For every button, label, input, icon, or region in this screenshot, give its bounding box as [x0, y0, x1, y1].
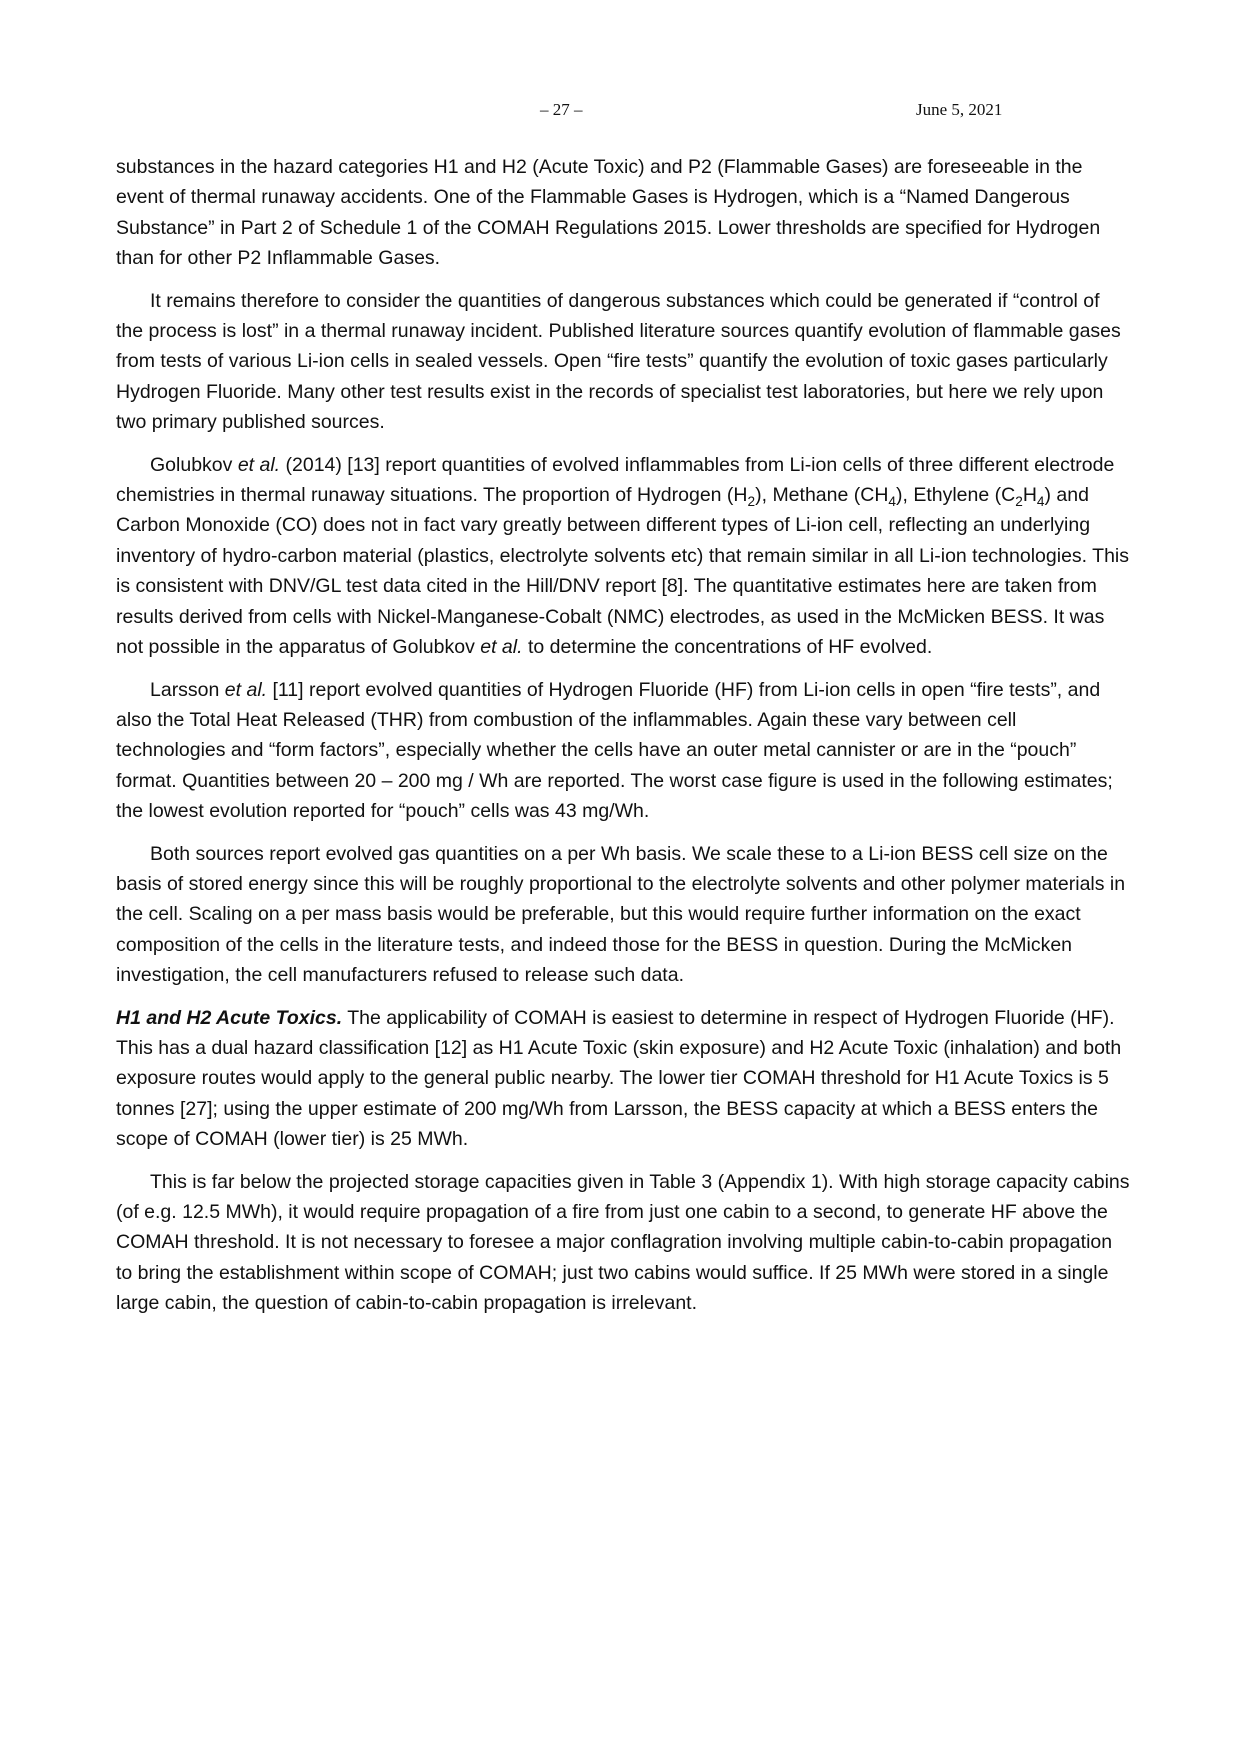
page-header: [0, 100, 1240, 130]
paragraph-text: (2014) [13] report quantities of evolved inflammables from Li-ion cells of three different electrode chemistries in thermal runaway situations. The proportion of Hydrogen (H: [116, 453, 1115, 507]
paragraph-text: Golubkov: [150, 453, 238, 476]
italic-text: et al.: [237, 453, 281, 476]
subscript-text: 4: [1036, 493, 1045, 509]
paragraph: [116, 152, 1130, 274]
paragraph-text: [11] report evolved quantities of Hydrogen Fluoride (HF) from Li-ion cells in open “fire tests”, and also the Total Heat Released (THR) from combustion of the inflammables. Again these vary between cell technologies and “form factors”, especially whether the cells have an outer metal cannister or are in the “pouch” format. Quantities between 20 – 200 mg / Wh are reported. The worst case figure is used in the following estimates; the lowest evolution reported for “pouch” cells was 43 mg/Wh.: [116, 678, 1113, 823]
header-date: June 5, 2021: [916, 100, 1003, 119]
section-heading: H1 and H2 Acute Toxics.: [116, 1006, 343, 1029]
paragraph: [116, 1167, 1130, 1319]
paragraph-text: substances in the hazard categories H1 and H2 (Acute Toxic) and P2 (Flammable Gases) are foreseeable in the event of thermal runaway accidents. One of the Flammable Gases is Hydrogen, which is a “Named Dangerous Substance” in Part 2 of Schedule 1 of the COMAH Regulations 2015. Lower thresholds are specified for Hydrogen than for other P2 Inflammable Gases.: [116, 156, 1101, 270]
paragraph-text: ) and Carbon Monoxide (CO) does not in fact vary greatly between different types of Li-ion cell, reflecting an underlying inventory of hydro-carbon material (plastics, electrolyte solvents etc) that remain similar in all Li-ion technologies. This is consistent with DNV/GL test data cited in the Hill/DNV report [8]. The quantitative estimates here are taken from results derived from cells with Nickel-Manganese-Cobalt (NMC) electrodes, as used in the McMicken BESS. It was not possible in the apparatus of Golubkov: [116, 484, 1129, 659]
paragraph-text: This is far below the projected storage capacities given in Table 3 (Appendix 1). With high storage capacity cabins (of e.g. 12.5 MWh), it would require propagation of a fire from just one cabin to a second, to generate HF above the COMAH threshold. It is not necessary to foresee a major conflagration involving multiple cabin-to-cabin propagation to bring the establishment within scope of COMAH; just two cabins would suffice. If 25 MWh were stored in a single large cabin, the question of cabin-to-cabin propagation is irrelevant.: [116, 1170, 1130, 1315]
paragraph: [116, 839, 1130, 991]
paragraph: [116, 675, 1130, 827]
paragraph: [116, 450, 1130, 663]
italic-text: et al.: [224, 678, 268, 701]
subscript-text: 2: [1015, 493, 1023, 509]
subscript-text: 2: [747, 493, 756, 509]
paragraph-text: ), Methane (CH: [755, 484, 889, 507]
paragraph: [116, 1003, 1130, 1155]
italic-text: et al.: [480, 636, 523, 659]
paragraph: [116, 286, 1130, 438]
paragraph-text: H: [1022, 484, 1037, 507]
subscript-text: 4: [888, 493, 896, 509]
paragraph-text: Larsson: [150, 678, 225, 701]
paragraph-text: to determine the concentrations of HF evolved.: [522, 636, 933, 659]
page-number: – 27 –: [540, 100, 583, 119]
document-body: [116, 152, 1130, 1331]
paragraph-text: Both sources report evolved gas quantities on a per Wh basis. We scale these to a Li-ion BESS cell size on the basis of stored energy since this will be roughly proportional to the electrolyte solvents and other polymer materials in the cell. Scaling on a per mass basis would be preferable, but this would require further information on the exact composition of the cells in the literature tests, and indeed those for the BESS in question. During the McMicken investigation, the cell manufacturers refused to release such data.: [116, 842, 1126, 987]
paragraph-text: ), Ethylene (C: [896, 484, 1016, 507]
paragraph-text: It remains therefore to consider the quantities of dangerous substances which could be generated if “control of the process is lost” in a thermal runaway incident. Published literature sources quantify evolution of flammable gases from tests of various Li-ion cells in sealed vessels. Open “fire tests” quantify the evolution of toxic gases particularly Hydrogen Fluoride. Many other test results exist in the records of specialist test laboratories, but here we rely upon two primary published sources.: [116, 289, 1121, 434]
paragraph-text: The applicability of COMAH is easiest to determine in respect of Hydrogen Fluoride (HF). This has a dual hazard classification [12] as H1 Acute Toxic (skin exposure) and H2 Acute Toxic (inhalation) and both exposure routes would apply to the general public nearby. The lower tier COMAH threshold for H1 Acute Toxics is 5 tonnes [27]; using the upper estimate of 200 mg/Wh from Larsson, the BESS capacity at which a BESS enters the scope of COMAH (lower tier) is 25 MWh.: [116, 1006, 1122, 1151]
